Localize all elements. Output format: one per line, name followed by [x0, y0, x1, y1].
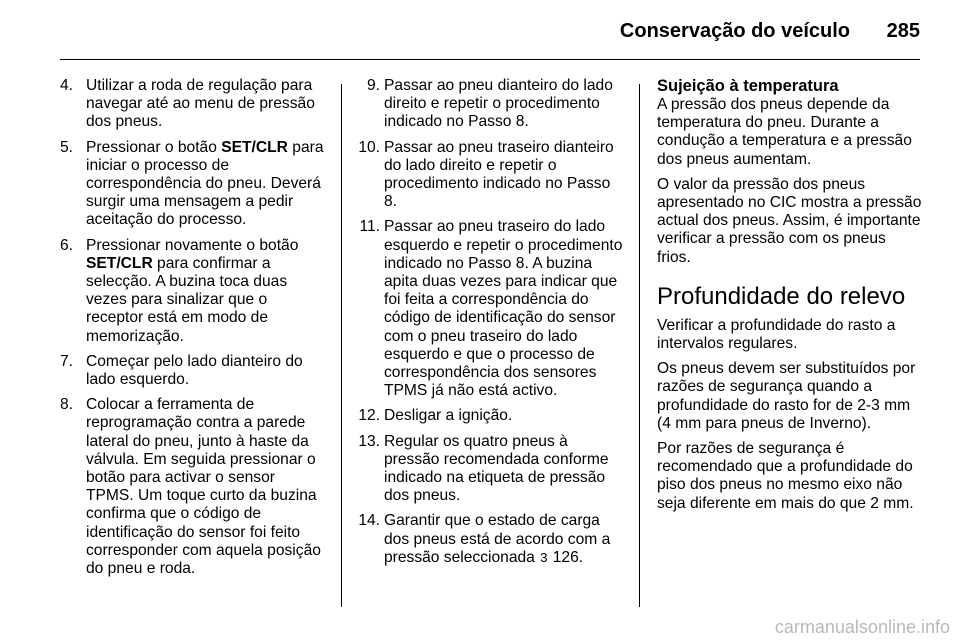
temperature-heading: Sujeição à temperatura — [657, 77, 839, 95]
steps-list-2 — [355, 77, 627, 567]
step-number: 5. — [60, 138, 74, 156]
step-text: Regular os quatro pneus à pressão recomendada conforme indicado na etiqueta de pressão dos pneus. — [384, 432, 609, 505]
step-number: 9. — [366, 77, 380, 94]
step-number: 4. — [60, 77, 74, 94]
list-item — [60, 237, 326, 346]
page-reference-arrow-icon: 3 — [540, 549, 548, 565]
step-number: 11. — [359, 218, 380, 236]
step-text-post: para iniciar o processo de correspondência do pneu. Deverá surgir uma mensagem a pedir aceitação do processo. — [86, 138, 324, 229]
tread-depth-paragraph-3: Por razões de segurança é recomendado que a profundidade do piso dos pneus no mesmo eixo não seja diferente em mais do que 2 mm. — [657, 440, 914, 512]
step-number: 7. — [60, 352, 74, 370]
step-text: Colocar a ferramenta de reprogramação contra a parede lateral do pneu, junto à haste da válvula. Em seguida pressionar o botão para activar o sensor TPMS. Um toque curto da buzina confirma que o código de identificação do sensor foi feito corresponder com aquela posição do pneu e roda. — [86, 396, 321, 578]
step-text: Passar ao pneu traseiro do lado esquerdo e repetir o procedimento indicado no Passo 8. A buzina apita duas vezes para indicar que foi feita a correspondência do código de identificação do sensor com o pneu traseiro do lado esquerdo e que o processo de correspondência dos sensores TPMS já não está activo. — [384, 218, 623, 400]
list-item — [355, 218, 627, 400]
step-text-pre: Pressionar novamente o botão — [86, 236, 299, 254]
list-item — [60, 139, 326, 230]
step-text: Desligar a ignição. — [384, 407, 513, 425]
step-number: 6. — [60, 236, 74, 254]
list-item — [355, 512, 627, 567]
temperature-paragraph-2: O valor da pressão dos pneus apresentado no CIC mostra a pressão actual dos pneus. Assim, é importante verificar a pressão com os pneus frios. — [657, 175, 922, 266]
column-1 — [60, 77, 326, 585]
list-item — [60, 396, 326, 578]
list-item — [355, 433, 627, 506]
temperature-paragraph-1: A pressão dos pneus depende da temperatura do pneu. Durante a condução a temperatura e a pressão dos pneus aumentam. — [657, 96, 912, 168]
steps-list-1 — [60, 77, 326, 578]
step-text: Passar ao pneu dianteiro do lado direito e repetir o procedimento indicado no Passo 8. — [384, 77, 613, 131]
step-number: 14. — [358, 512, 380, 530]
page-reference[interactable]: 126. — [548, 548, 584, 566]
step-number: 8. — [60, 396, 74, 414]
column-2 — [355, 77, 627, 574]
column-divider-2 — [639, 84, 640, 607]
page-header-title: Conservação do veículo — [619, 20, 850, 42]
step-text: Começar pelo lado dianteiro do lado esquerdo. — [86, 352, 303, 389]
tread-depth-paragraph-2: Os pneus devem ser substituídos por razões de segurança quando a profundidade do rasto for de 2-3 mm (4 mm para pneus de Inverno). — [657, 360, 916, 432]
step-text-post: para confirmar a selecção. A buzina toca duas vezes para sinalizar que o receptor está em modo de memorização. — [86, 254, 288, 345]
tread-depth-heading: Profundidade do relevo — [657, 282, 906, 310]
list-item — [355, 407, 627, 425]
step-text: Passar ao pneu traseiro dianteiro do lado direito e repetir o procedimento indicado no Passo 8. — [384, 138, 614, 211]
tread-depth-paragraph-1: Verificar a profundidade do rasto a intervalos regulares. — [657, 316, 896, 353]
list-item — [355, 139, 627, 212]
watermark: carmanualsonline.info — [774, 617, 950, 637]
button-name: SET/CLR — [86, 254, 153, 272]
step-text: Garantir que o estado de carga dos pneus está de acordo com a pressão seleccionada — [384, 512, 611, 566]
step-text-pre: Pressionar o botão — [86, 138, 222, 156]
header-rule — [60, 59, 920, 60]
button-name: SET/CLR — [221, 138, 288, 156]
list-item — [60, 77, 326, 132]
step-text: Utilizar a roda de regulação para navegar até ao menu de pressão dos pneus. — [86, 77, 315, 131]
step-number: 13. — [358, 432, 380, 450]
step-number: 12. — [358, 407, 380, 425]
list-item — [355, 77, 627, 132]
column-3 — [657, 77, 923, 520]
step-number: 10. — [358, 138, 380, 156]
column-divider-1 — [341, 84, 342, 607]
page-number: 285 — [886, 20, 920, 42]
list-item — [60, 353, 326, 389]
